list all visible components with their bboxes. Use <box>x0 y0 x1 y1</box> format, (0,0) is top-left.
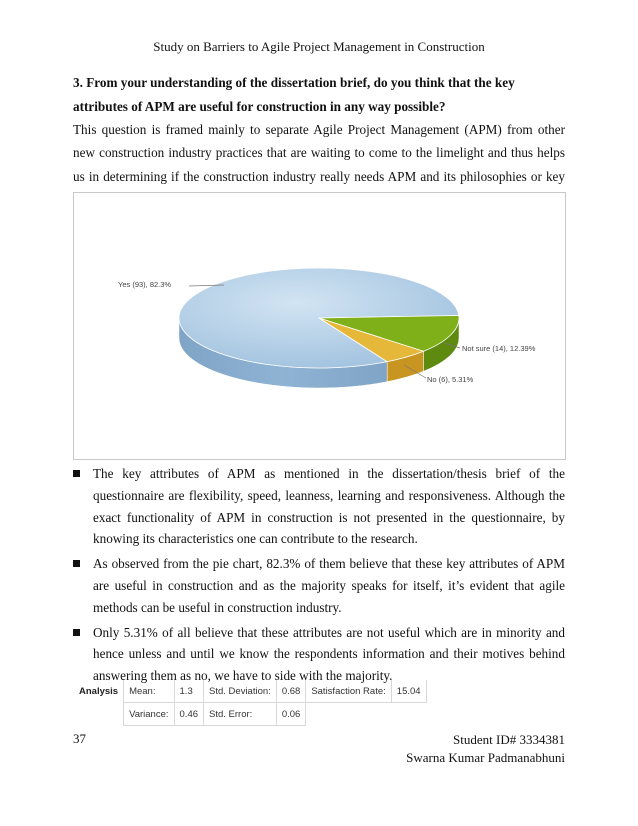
std-error-value: 0.06 <box>276 703 306 726</box>
bullet-item <box>73 553 565 618</box>
question-title: 3. From your understanding of the dissertation brief, do you think that the key attributes of APM are useful for construction in any way possible? <box>73 75 515 114</box>
pie-label-2: No (6), 5.31% <box>427 375 474 384</box>
bullet-text: As observed from the pie chart, 82.3% of them believe that these key attributes of APM are useful in construction and as the majority speaks for itself, it’s evident that agile methods can be useful in construction industry. <box>93 556 565 615</box>
square-bullet-icon <box>73 470 80 477</box>
question-intro: This question is framed mainly to separate Agile Project Management (APM) from other new construction industry practices that are waiting to come to the limelight and thus helps us in determining if the construction industry really needs APM and its philosophies or key <box>73 122 565 184</box>
analysis-empty-cell <box>306 703 391 726</box>
analysis-label: Analysis <box>74 680 124 703</box>
variance-label: Variance: <box>124 703 174 726</box>
square-bullet-icon <box>73 560 80 567</box>
variance-value: 0.46 <box>174 703 204 726</box>
bullet-item <box>73 463 565 550</box>
footer-author-block <box>406 731 565 767</box>
pie-chart <box>74 193 565 459</box>
bullet-list <box>73 463 565 690</box>
square-bullet-icon <box>73 629 80 636</box>
analysis-table <box>74 680 427 726</box>
bullet-item <box>73 622 565 687</box>
std-error-label: Std. Error: <box>204 703 277 726</box>
mean-label: Mean: <box>124 680 174 703</box>
satisfaction-rate-value: 15.04 <box>391 680 426 703</box>
pie-chart-frame <box>73 192 566 460</box>
mean-value: 1.3 <box>174 680 204 703</box>
std-deviation-label: Std. Deviation: <box>204 680 277 703</box>
author-name: Swarna Kumar Padmanabhuni <box>406 750 565 765</box>
pie-label-1: Not sure (14), 12.39% <box>462 344 536 353</box>
page-header: Study on Barriers to Agile Project Management in Construction <box>153 39 485 54</box>
pie-label-0: Yes (93), 82.3% <box>118 280 172 289</box>
bullet-text: Only 5.31% of all believe that these attributes are not useful which are in minority and hence unless and until we know the respondents information and their motives behind answering them as no, we have to side with the majority. <box>93 624 565 684</box>
bullet-text: The key attributes of APM as mentioned in the dissertation/thesis brief of the questionnaire are flexibility, speed, leanness, learning and responsiveness. Although the exact functionality of APM in construction is not presented in the questionnaire, by knowing its characteristics one can contribute to the research. <box>93 466 565 547</box>
analysis-blank <box>74 703 124 726</box>
student-id: Student ID# 3334381 <box>453 732 565 747</box>
std-deviation-value: 0.68 <box>276 680 306 703</box>
analysis-empty-cell <box>391 703 426 726</box>
page-number: 37 <box>73 731 86 746</box>
satisfaction-rate-label: Satisfaction Rate: <box>306 680 391 703</box>
